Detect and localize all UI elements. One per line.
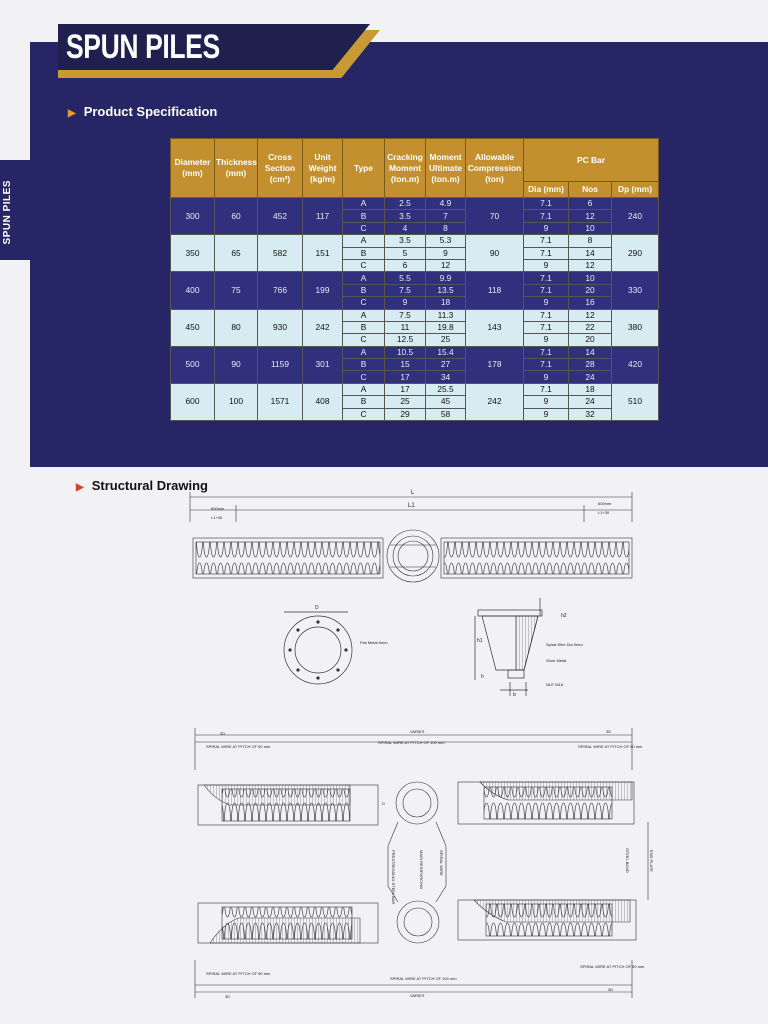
cell-diameter: 400 bbox=[171, 272, 215, 309]
cell-moment-ultimate: 45 bbox=[426, 396, 466, 408]
triangle-icon: ▶ bbox=[68, 108, 76, 119]
cell-pc-dia: 7.1 bbox=[524, 359, 569, 371]
cell-cracking-moment: 10.5 bbox=[385, 346, 426, 358]
cell-unit-weight: 408 bbox=[303, 383, 343, 420]
cell-pc-nos: 14 bbox=[569, 346, 612, 358]
header-dp: Dp (mm) bbox=[612, 182, 659, 198]
cell-cracking-moment: 9 bbox=[385, 297, 426, 309]
cell-type: B bbox=[343, 284, 385, 296]
label-h2: h2 bbox=[561, 613, 567, 619]
cell-moment-ultimate: 12 bbox=[426, 259, 466, 271]
cell-dp: 420 bbox=[612, 346, 659, 383]
prestressing-label: PRESTRESSING STEEL BAR bbox=[391, 850, 396, 905]
cell-cross-section: 766 bbox=[258, 272, 303, 309]
cell-pc-dia: 9 bbox=[524, 222, 569, 234]
cell-pc-nos: 24 bbox=[569, 371, 612, 383]
cell-pc-dia: 7.1 bbox=[524, 272, 569, 284]
end-plate-detail bbox=[284, 612, 352, 684]
label-d-top: D bbox=[315, 605, 319, 611]
varies-bottom: VARIES bbox=[410, 993, 425, 998]
steel-band-label: STEEL BAND bbox=[625, 848, 630, 873]
cell-cracking-moment: 2.5 bbox=[385, 198, 426, 210]
cell-pc-dia: 7.1 bbox=[524, 284, 569, 296]
cell-cracking-moment: 6 bbox=[385, 259, 426, 271]
cell-cross-section: 930 bbox=[258, 309, 303, 346]
cell-moment-ultimate: 58 bbox=[426, 408, 466, 420]
cell-thickness: 90 bbox=[215, 346, 258, 383]
header-pc-bar: PC Bar bbox=[524, 139, 659, 182]
cell-moment-ultimate: 15.4 bbox=[426, 346, 466, 358]
dim-left: 600mm bbox=[211, 506, 225, 511]
varies-top: VARIES bbox=[410, 729, 425, 734]
cell-allowable: 242 bbox=[466, 383, 524, 420]
cell-pc-dia: 7.1 bbox=[524, 247, 569, 259]
cell-pc-nos: 12 bbox=[569, 259, 612, 271]
cell-cracking-moment: 7.5 bbox=[385, 284, 426, 296]
label-b: b bbox=[513, 692, 516, 698]
cell-cracking-moment: 5.5 bbox=[385, 272, 426, 284]
cell-dp: 380 bbox=[612, 309, 659, 346]
dim-left2: L1+30 bbox=[211, 515, 223, 520]
cell-type: C bbox=[343, 297, 385, 309]
cell-cross-section: 1159 bbox=[258, 346, 303, 383]
cell-type: C bbox=[343, 222, 385, 234]
side-tab-label: SPUN PILES bbox=[2, 180, 13, 245]
flat-metal-label: Flat Metal 6mm bbox=[360, 640, 388, 645]
cell-unit-weight: 199 bbox=[303, 272, 343, 309]
cell-type: B bbox=[343, 247, 385, 259]
cell-thickness: 100 bbox=[215, 383, 258, 420]
label-h1: h1 bbox=[477, 638, 483, 644]
cell-cracking-moment: 11 bbox=[385, 321, 426, 333]
cell-diameter: 500 bbox=[171, 346, 215, 383]
header-moment: Moment Ultimate (ton.m) bbox=[426, 139, 466, 198]
cell-thickness: 60 bbox=[215, 198, 258, 235]
spiral-wire-label: SPIRAL WIRE bbox=[439, 850, 444, 876]
cell-pc-dia: 7.1 bbox=[524, 210, 569, 222]
section-drawing-label: Structural Drawing bbox=[91, 478, 208, 493]
cell-pc-nos: 12 bbox=[569, 210, 612, 222]
header-dia: Dia (mm) bbox=[524, 182, 569, 198]
header-cracking: Cracking Moment (ton.m) bbox=[385, 139, 426, 198]
cell-diameter: 450 bbox=[171, 309, 215, 346]
cell-pc-dia: 7.1 bbox=[524, 309, 569, 321]
cell-pc-dia: 7.1 bbox=[524, 383, 569, 395]
cell-moment-ultimate: 18 bbox=[426, 297, 466, 309]
cell-type: C bbox=[343, 408, 385, 420]
end-plate-label: END PLATE bbox=[649, 850, 654, 872]
cell-allowable: 90 bbox=[466, 235, 524, 272]
cell-pc-nos: 20 bbox=[569, 284, 612, 296]
cell-thickness: 65 bbox=[215, 235, 258, 272]
cell-dp: 240 bbox=[612, 198, 659, 235]
spiral-100-bottom: SPIRAL WIRE AT PITCH OF 100 mm bbox=[390, 976, 457, 981]
spiral-100-top: SPIRAL WIRE AT PITCH OF 100 mm bbox=[378, 740, 445, 745]
cell-pc-dia: 9 bbox=[524, 396, 569, 408]
dim-right2: L1+30 bbox=[598, 510, 610, 515]
cell-moment-ultimate: 25 bbox=[426, 334, 466, 346]
cell-type: A bbox=[343, 272, 385, 284]
cell-pc-nos: 24 bbox=[569, 396, 612, 408]
cell-diameter: 350 bbox=[171, 235, 215, 272]
dim-3d-bottom-right: 3D bbox=[608, 987, 614, 992]
cell-moment-ultimate: 25.5 bbox=[426, 383, 466, 395]
header-unit-weight: Unit Weight (kg/m) bbox=[303, 139, 343, 198]
dim-3d-top-left: 3D bbox=[220, 731, 226, 736]
cell-cracking-moment: 17 bbox=[385, 371, 426, 383]
cell-type: A bbox=[343, 198, 385, 210]
section-spec-label: Product Specification bbox=[83, 104, 218, 119]
nut-label: NUT M16 bbox=[546, 682, 564, 687]
cell-diameter: 300 bbox=[171, 198, 215, 235]
cell-dp: 330 bbox=[612, 272, 659, 309]
dim-l1: L1 bbox=[408, 503, 415, 509]
main-reinforcing-label: MAIN REINFORCING bbox=[419, 850, 424, 890]
header-thickness: Thickness (mm) bbox=[215, 139, 258, 198]
cell-cracking-moment: 7.5 bbox=[385, 309, 426, 321]
dim-3d-bottom-left: 3D bbox=[225, 994, 231, 999]
cell-pc-dia: 9 bbox=[524, 259, 569, 271]
dim-l: L bbox=[411, 490, 415, 496]
cell-moment-ultimate: 9 bbox=[426, 247, 466, 259]
cell-allowable: 178 bbox=[466, 346, 524, 383]
cell-cracking-moment: 3.5 bbox=[385, 210, 426, 222]
cell-moment-ultimate: 4.9 bbox=[426, 198, 466, 210]
cell-type: A bbox=[343, 309, 385, 321]
cell-pc-dia: 9 bbox=[524, 334, 569, 346]
cell-pc-nos: 10 bbox=[569, 222, 612, 234]
cell-allowable: 143 bbox=[466, 309, 524, 346]
cell-moment-ultimate: 8 bbox=[426, 222, 466, 234]
cell-cracking-moment: 17 bbox=[385, 383, 426, 395]
cell-pc-dia: 9 bbox=[524, 297, 569, 309]
cell-type: A bbox=[343, 346, 385, 358]
cell-cross-section: 1571 bbox=[258, 383, 303, 420]
cell-pc-nos: 22 bbox=[569, 321, 612, 333]
cell-dp: 510 bbox=[612, 383, 659, 420]
cell-unit-weight: 301 bbox=[303, 346, 343, 383]
cell-diameter: 600 bbox=[171, 383, 215, 420]
header-cross-section: Cross Section (cm²) bbox=[258, 139, 303, 198]
cell-type: B bbox=[343, 210, 385, 222]
cell-allowable: 70 bbox=[466, 198, 524, 235]
cell-moment-ultimate: 9.9 bbox=[426, 272, 466, 284]
cell-type: C bbox=[343, 334, 385, 346]
spiral-wire-dia-label: Spiral Wire Dia 5mm bbox=[546, 642, 583, 647]
cell-pc-nos: 10 bbox=[569, 272, 612, 284]
cell-cracking-moment: 4 bbox=[385, 222, 426, 234]
cell-cracking-moment: 15 bbox=[385, 359, 426, 371]
pile-shoe-detail bbox=[475, 598, 542, 696]
cell-cracking-moment: 3.5 bbox=[385, 235, 426, 247]
cell-pc-nos: 16 bbox=[569, 297, 612, 309]
cell-pc-nos: 6 bbox=[569, 198, 612, 210]
cell-type: C bbox=[343, 371, 385, 383]
cell-pc-dia: 9 bbox=[524, 408, 569, 420]
cell-type: B bbox=[343, 359, 385, 371]
cell-pc-dia: 7.1 bbox=[524, 198, 569, 210]
header-type: Type bbox=[343, 139, 385, 198]
cell-cracking-moment: 29 bbox=[385, 408, 426, 420]
cell-type: A bbox=[343, 235, 385, 247]
cell-cracking-moment: 5 bbox=[385, 247, 426, 259]
dim-3d-top-right: 3D bbox=[606, 729, 612, 734]
header-diameter: Diameter (mm) bbox=[171, 139, 215, 198]
dim-right: 600mm bbox=[598, 501, 612, 506]
cell-type: B bbox=[343, 321, 385, 333]
label-d-bottom: D bbox=[382, 801, 385, 806]
shoe-metal-label: Shoe Metal bbox=[546, 658, 567, 663]
cell-moment-ultimate: 19.8 bbox=[426, 321, 466, 333]
cell-pc-nos: 18 bbox=[569, 383, 612, 395]
cell-unit-weight: 242 bbox=[303, 309, 343, 346]
cell-pc-nos: 8 bbox=[569, 235, 612, 247]
cell-moment-ultimate: 27 bbox=[426, 359, 466, 371]
cell-type: B bbox=[343, 396, 385, 408]
cell-moment-ultimate: 5.3 bbox=[426, 235, 466, 247]
cell-pc-nos: 20 bbox=[569, 334, 612, 346]
spiral-50-bottom-left: SPIRAL WIRE AT PITCH OF 50 mm bbox=[206, 971, 271, 976]
cell-cross-section: 582 bbox=[258, 235, 303, 272]
cell-thickness: 75 bbox=[215, 272, 258, 309]
cell-allowable: 118 bbox=[466, 272, 524, 309]
cell-moment-ultimate: 13.5 bbox=[426, 284, 466, 296]
cell-cracking-moment: 12.5 bbox=[385, 334, 426, 346]
header-nos: Nos bbox=[569, 182, 612, 198]
cell-pc-nos: 32 bbox=[569, 408, 612, 420]
spiral-50-top-left: SPIRAL WIRE AT PITCH OF 50 mm bbox=[206, 744, 271, 749]
spiral-50-top-right: SPIRAL WIRE AT PITCH OF 50 mm bbox=[578, 744, 643, 749]
cell-moment-ultimate: 11.3 bbox=[426, 309, 466, 321]
cell-moment-ultimate: 34 bbox=[426, 371, 466, 383]
cell-type: C bbox=[343, 259, 385, 271]
cell-cross-section: 452 bbox=[258, 198, 303, 235]
cell-pc-dia: 9 bbox=[524, 371, 569, 383]
cell-unit-weight: 117 bbox=[303, 198, 343, 235]
cell-pc-nos: 28 bbox=[569, 359, 612, 371]
cell-moment-ultimate: 7 bbox=[426, 210, 466, 222]
cell-pc-dia: 7.1 bbox=[524, 321, 569, 333]
cell-type: A bbox=[343, 383, 385, 395]
cell-pc-dia: 7.1 bbox=[524, 235, 569, 247]
page-title: SPUN PILES bbox=[66, 28, 220, 66]
cell-cracking-moment: 25 bbox=[385, 396, 426, 408]
label-h: h bbox=[481, 674, 484, 680]
cell-pc-dia: 7.1 bbox=[524, 346, 569, 358]
cell-thickness: 80 bbox=[215, 309, 258, 346]
cell-unit-weight: 151 bbox=[303, 235, 343, 272]
triangle-icon: ▶ bbox=[76, 482, 84, 493]
header-allowable: Allowable Compression (ton) bbox=[466, 139, 524, 198]
cell-pc-nos: 14 bbox=[569, 247, 612, 259]
cell-dp: 290 bbox=[612, 235, 659, 272]
spiral-50-bottom-right: SPIRAL WIRE AT PITCH OF 50 mm bbox=[580, 964, 645, 969]
cell-pc-nos: 12 bbox=[569, 309, 612, 321]
